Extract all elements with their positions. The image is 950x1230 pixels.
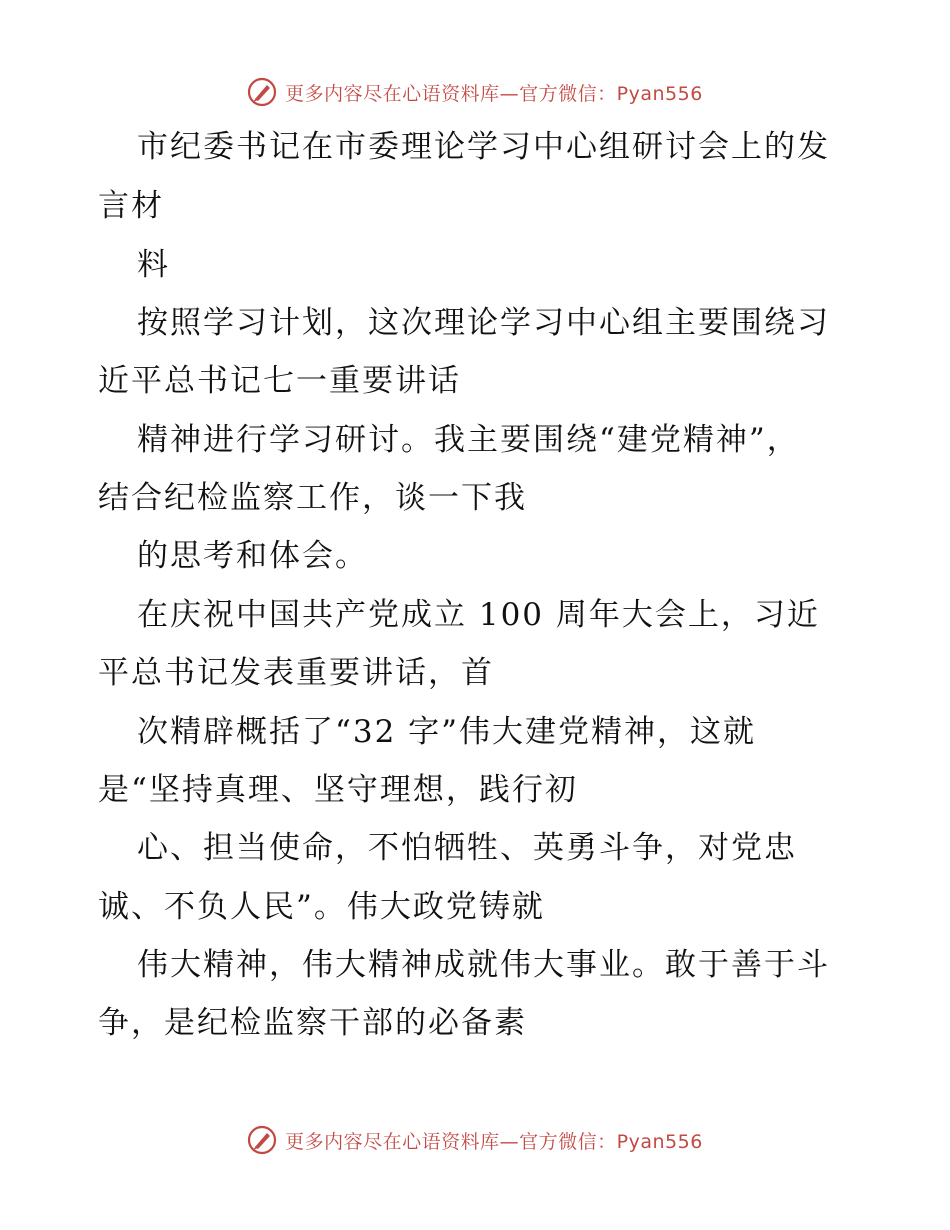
text-line: 按照学习计划，这次理论学习中心组主要围绕习 bbox=[137, 305, 830, 341]
banner-main-text: 更多内容尽在心语资料库 bbox=[285, 82, 500, 105]
text-line: 争，是纪检监察干部的必备素 bbox=[98, 1005, 527, 1041]
text-line: 料 bbox=[137, 247, 170, 283]
banner-contact-text: 官方微信：Pyan556 bbox=[519, 1130, 703, 1153]
text-line: 市纪委书记在市委理论学习中心组研讨会上的发 bbox=[137, 129, 830, 165]
banner-contact-text: 官方微信：Pyan556 bbox=[519, 82, 703, 105]
text-line: 近平总书记七一重要讲话 bbox=[98, 363, 461, 399]
text-line: 结合纪检监察工作，谈一下我 bbox=[98, 480, 527, 516]
text-line: 平总书记发表重要讲话，首 bbox=[98, 655, 494, 691]
text-line: 言材 bbox=[98, 188, 164, 224]
footer-banner bbox=[0, 1120, 950, 1160]
banner-text bbox=[285, 79, 703, 106]
text-line: 是“坚持真理、坚守理想，践行初 bbox=[98, 772, 578, 808]
banner-main-text: 更多内容尽在心语资料库 bbox=[285, 1130, 500, 1153]
text-line: 心、担当使命，不怕牺牲、英勇斗争，对党忠 bbox=[137, 830, 797, 866]
text-line: 在庆祝中国共产党成立 100 周年大会上，习近 bbox=[137, 597, 820, 633]
header-banner bbox=[0, 72, 950, 112]
text-line: 伟大精神，伟大精神成就伟大事业。敢于善于斗 bbox=[137, 947, 830, 983]
text-line: 次精辟概括了“32 字”伟大建党精神，这就 bbox=[137, 714, 756, 750]
text-line: 的思考和体会。 bbox=[137, 538, 368, 574]
text-line: 诚、不负人民”。伟大政党铸就 bbox=[98, 889, 545, 925]
quill-pen-icon bbox=[247, 1125, 277, 1155]
text-line: 精神进行学习研讨。我主要围绕“建党精神”， bbox=[137, 422, 800, 458]
quill-pen-icon bbox=[247, 77, 277, 107]
banner-separator: — bbox=[499, 82, 520, 105]
banner-separator: — bbox=[499, 1130, 520, 1153]
banner-text bbox=[285, 1127, 703, 1154]
